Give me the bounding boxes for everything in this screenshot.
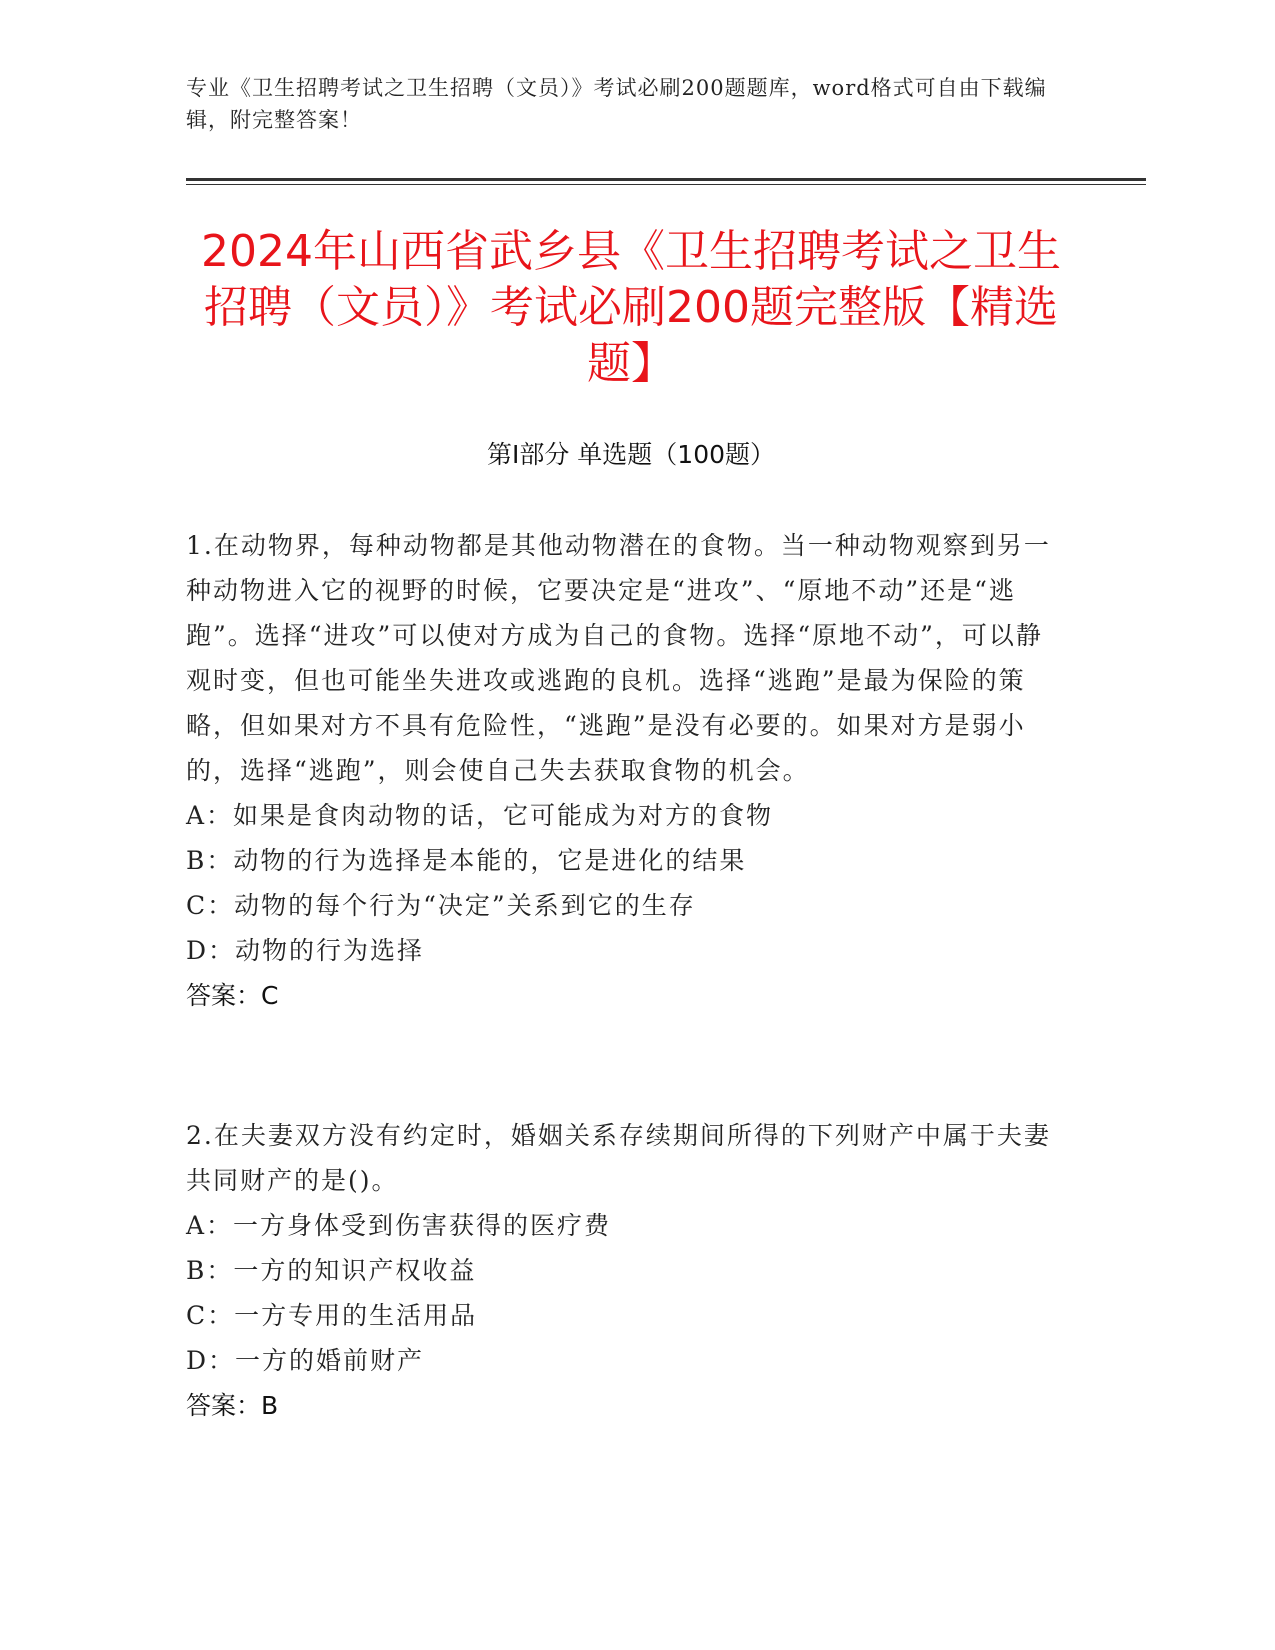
question-1 <box>186 523 1066 1018</box>
option-a: A：一方身体受到伤害获得的医疗费 <box>186 1211 612 1240</box>
option-a: A：如果是食肉动物的话，它可能成为对方的食物 <box>186 801 774 830</box>
question-2 <box>186 1113 1066 1428</box>
answer: 答案：B <box>186 1391 279 1420</box>
option-c: C：动物的每个行为“决定”关系到它的生存 <box>186 891 696 920</box>
option-b: B：动物的行为选择是本能的，它是进化的结果 <box>186 846 747 875</box>
option-b: B：一方的知识产权收益 <box>186 1256 477 1285</box>
option-c: C：一方专用的生活用品 <box>186 1301 478 1330</box>
question-stem: 2.在夫妻双方没有约定时，婚姻关系存续期间所得的下列财产中属于夫妻共同财产的是()。 <box>186 1121 1051 1195</box>
question-stem: 1.在动物界，每种动物都是其他动物潜在的食物。当一种动物观察到另一种动物进入它的视野的时候，它要决定是“进攻”、“原地不动”还是“逃跑”。选择“进攻”可以使对方成为自己的食物。选择“原地不动”，可以静观时变，但也可能坐失进攻或逃跑的良机。选择“逃跑”是最为保险的策略，但如果对方不具有危险性，“逃跑”是没有必要的。如果对方是弱小的，选择“逃跑”，则会使自己失去获取食物的机会。 <box>186 531 1051 785</box>
document-title: 2024年山西省武乡县《卫生招聘考试之卫生招聘（文员）》考试必刷200题完整版【精选题】 <box>201 226 1061 389</box>
header-rule-thick <box>186 178 1146 181</box>
section-heading: 第I部分 单选题（100题） <box>486 440 776 469</box>
header-rule-thin <box>186 184 1146 185</box>
option-d: D：一方的婚前财产 <box>186 1346 425 1375</box>
option-d: D：动物的行为选择 <box>186 936 425 965</box>
answer: 答案：C <box>186 981 279 1010</box>
header-note: 专业《卫生招聘考试之卫生招聘（文员）》考试必刷200题题库，word格式可自由下载编辑，附完整答案！ <box>186 76 1047 132</box>
